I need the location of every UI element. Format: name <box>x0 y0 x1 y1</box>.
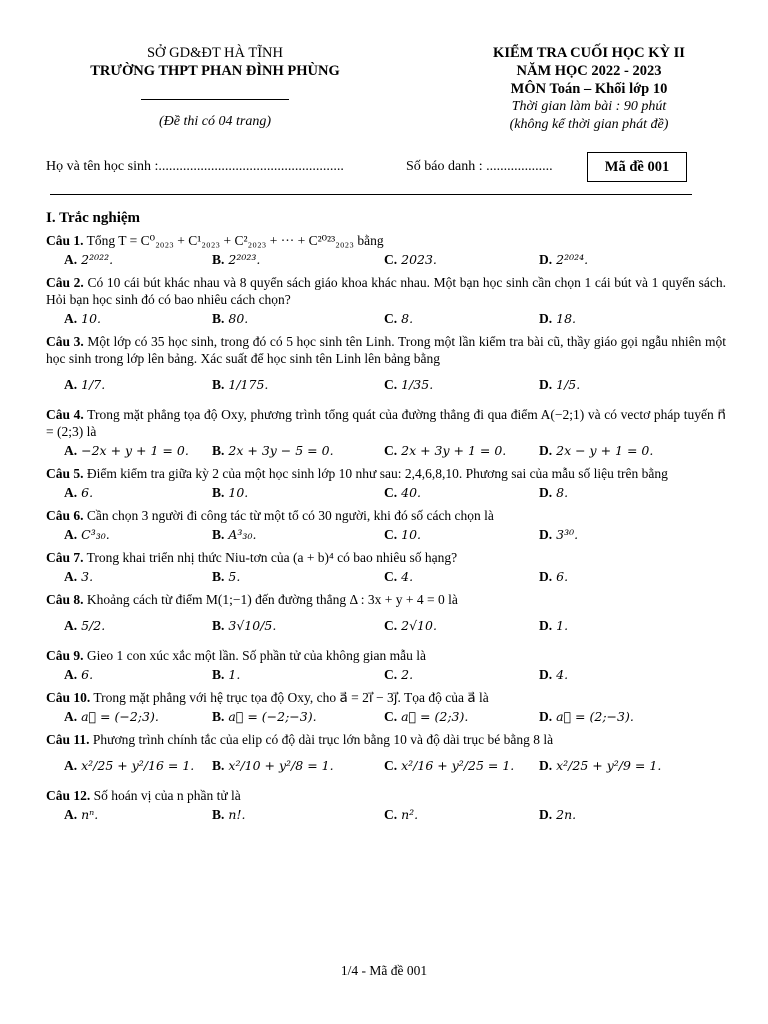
option-letter: A. <box>64 252 78 267</box>
question-label: Câu 9. <box>46 648 84 663</box>
option-value: 1. <box>556 618 569 633</box>
option-value: 1/5. <box>556 377 581 392</box>
option-a <box>64 252 113 268</box>
question-text: Một lớp có 35 học sinh, trong đó có 5 học sinh tên Linh. Trong một lần kiểm tra bài cũ, thầy giáo gọi ngẫu nhiên một học sinh trong lớp lên bảng. Xác suất để học sinh tên Linh lên bảng bằng <box>46 334 726 366</box>
option-a <box>64 618 105 634</box>
option-letter: C. <box>384 485 398 500</box>
question-label: Câu 6. <box>46 508 84 523</box>
option-d <box>539 758 661 774</box>
option-letter: C. <box>384 667 398 682</box>
question-5 <box>46 465 726 482</box>
option-c <box>384 443 506 459</box>
option-value: C³₃₀. <box>81 527 110 542</box>
option-letter: D. <box>539 311 553 326</box>
option-value: 18. <box>556 311 577 326</box>
option-letter: D. <box>539 709 553 724</box>
question-text: Tổng T = C⁰₂₀₂₃ + C¹₂₀₂₃ + C²₂₀₂₃ + ··· + C²⁰²³₂₀₂₃ bằng <box>86 233 384 248</box>
question-text: Có 10 cái bút khác nhau và 8 quyển sách giáo khoa khác nhau. Một bạn học sinh cần chọn 1 cái bút và 1 quyển sách. Hỏi bạn học sinh đó có bao nhiêu cách chọn? <box>46 275 727 307</box>
answer-options <box>46 664 726 686</box>
exam-code-box: Mã đề 001 <box>587 152 687 182</box>
option-value: 1/175. <box>228 377 269 392</box>
option-value: n!. <box>228 807 246 822</box>
option-d <box>539 807 576 823</box>
option-value: −2x + y + 1 = 0. <box>81 443 189 458</box>
option-a <box>64 807 98 823</box>
option-value: 3√10/5. <box>228 618 277 633</box>
question-3 <box>46 333 726 367</box>
question-text: Khoảng cách từ điểm M(1;−1) đến đường thẳng Δ : 3x + y + 4 = 0 là <box>86 592 458 607</box>
question-1 <box>46 232 726 249</box>
answer-options <box>46 308 726 330</box>
option-letter: D. <box>539 569 553 584</box>
option-letter: C. <box>384 709 398 724</box>
option-value: 6. <box>556 569 569 584</box>
option-value: x²/10 + y²/8 = 1. <box>228 758 334 773</box>
option-value: x²/25 + y²/9 = 1. <box>556 758 662 773</box>
question-12 <box>46 787 726 804</box>
question-6 <box>46 507 726 524</box>
option-b <box>212 667 240 683</box>
option-c <box>384 807 418 823</box>
option-value: 3³⁰. <box>556 527 579 542</box>
option-letter: A. <box>64 569 78 584</box>
option-d <box>539 252 588 268</box>
option-d <box>539 667 568 683</box>
option-letter: D. <box>539 485 553 500</box>
option-letter: C. <box>384 252 398 267</box>
option-letter: C. <box>384 311 398 326</box>
option-letter: D. <box>539 807 553 822</box>
option-value: a⃗ = (−2;3). <box>81 709 159 724</box>
option-letter: B. <box>212 618 225 633</box>
option-a <box>64 443 189 459</box>
option-value: a⃗ = (2;−3). <box>556 709 634 724</box>
option-a <box>64 527 110 543</box>
divider <box>141 99 289 100</box>
department-name: SỞ GD&ĐT HÀ TĨNH <box>146 45 283 61</box>
option-a <box>64 485 93 501</box>
option-value: 2²⁰²⁴. <box>556 252 589 267</box>
option-b <box>212 443 334 459</box>
option-value: 2x + 3y − 5 = 0. <box>228 443 334 458</box>
separator-line <box>50 194 692 195</box>
question-11 <box>46 731 726 748</box>
option-letter: D. <box>539 618 553 633</box>
option-value: 2²⁰²³. <box>228 252 261 267</box>
question-text: Trong mặt phẳng tọa độ Oxy, phương trình tổng quát của đường thẳng đi qua điểm A(−2;1) và có vectơ pháp tuyến n⃗ = (2;3) là <box>46 407 726 439</box>
question-4 <box>46 406 726 440</box>
answer-options <box>46 367 726 403</box>
question-text: Cần chọn 3 người đi công tác từ một tổ có 30 người, khi đó số cách chọn là <box>86 508 494 523</box>
option-a <box>64 709 159 725</box>
option-value: 80. <box>228 311 249 326</box>
option-value: 6. <box>81 667 94 682</box>
option-b <box>212 618 276 634</box>
option-value: 6. <box>81 485 94 500</box>
question-label: Câu 2. <box>46 275 84 290</box>
exam-header <box>0 44 768 140</box>
option-c <box>384 527 421 543</box>
option-letter: A. <box>64 485 78 500</box>
option-letter: A. <box>64 443 78 458</box>
option-b <box>212 485 248 501</box>
option-a <box>64 569 93 585</box>
option-a <box>64 311 101 327</box>
option-b <box>212 527 256 543</box>
question-label: Câu 8. <box>46 592 84 607</box>
option-d <box>539 443 653 459</box>
option-value: A³₃₀. <box>228 527 257 542</box>
page-count-note: (Đề thi có 04 trang) <box>159 114 271 129</box>
duration: Thời gian làm bài : 90 phút <box>511 99 667 114</box>
school-block <box>40 44 390 131</box>
option-a <box>64 667 93 683</box>
answer-options <box>46 608 726 644</box>
question-text: Trong khai triển nhị thức Niu-tơn của (a + b)⁴ có bao nhiêu số hạng? <box>86 550 458 565</box>
option-letter: D. <box>539 252 553 267</box>
question-label: Câu 4. <box>46 407 84 422</box>
answer-options <box>46 706 726 728</box>
option-b <box>212 377 268 393</box>
question-2 <box>46 274 726 308</box>
option-letter: B. <box>212 485 225 500</box>
option-letter: C. <box>384 527 398 542</box>
question-text: Trong mặt phẳng với hệ trục tọa độ Oxy, cho a⃗ = 2i⃗ − 3j⃗. Tọa độ của a⃗ là <box>93 690 489 705</box>
question-list <box>46 208 726 826</box>
option-value: 2n. <box>556 807 577 822</box>
option-letter: A. <box>64 618 78 633</box>
question-7 <box>46 549 726 566</box>
option-letter: A. <box>64 709 78 724</box>
question-text: Phương trình chính tắc của elip có độ dài trục lớn bằng 10 và độ dài trục bé bằng 8 là <box>92 732 554 747</box>
option-letter: B. <box>212 443 225 458</box>
student-name-field: Họ và tên học sinh :..................................................... <box>46 159 344 174</box>
question-label: Câu 12. <box>46 788 91 803</box>
option-letter: B. <box>212 311 225 326</box>
answer-options <box>46 440 726 462</box>
question-9 <box>46 647 726 664</box>
option-letter: A. <box>64 527 78 542</box>
section-title: I. Trắc nghiệm <box>46 210 141 226</box>
option-letter: A. <box>64 377 78 392</box>
option-value: a⃗ = (−2;−3). <box>228 709 317 724</box>
option-value: 40. <box>401 485 422 500</box>
option-c <box>384 569 413 585</box>
subject-line: MÔN Toán – Khối lớp 10 <box>510 81 668 97</box>
question-text: Gieo 1 con xúc xắc một lần. Số phần tử của không gian mẫu là <box>86 648 426 663</box>
option-value: 2√10. <box>401 618 437 633</box>
option-value: 2²⁰²². <box>81 252 114 267</box>
exam-title: KIỂM TRA CUỐI HỌC KỲ II <box>493 45 685 61</box>
option-letter: D. <box>539 527 553 542</box>
option-value: 4. <box>401 569 414 584</box>
option-value: nⁿ. <box>81 807 99 822</box>
option-c <box>384 667 413 683</box>
option-value: 8. <box>401 311 414 326</box>
question-text: Số hoán vị của n phần tử là <box>93 788 241 803</box>
option-c <box>384 311 413 327</box>
option-value: 10. <box>401 527 422 542</box>
option-letter: C. <box>384 807 398 822</box>
question-label: Câu 11. <box>46 732 90 747</box>
answer-options <box>46 804 726 826</box>
option-d <box>539 485 568 501</box>
option-value: 5/2. <box>81 618 106 633</box>
option-value: 4. <box>556 667 569 682</box>
option-a <box>64 758 194 774</box>
option-d <box>539 569 568 585</box>
question-label: Câu 5. <box>46 466 84 481</box>
option-value: 2. <box>401 667 414 682</box>
option-value: 2x − y + 1 = 0. <box>556 443 654 458</box>
student-id-field: Số báo danh : ................... <box>406 159 553 174</box>
option-d <box>539 527 578 543</box>
option-letter: B. <box>212 758 225 773</box>
option-letter: C. <box>384 569 398 584</box>
option-letter: D. <box>539 758 553 773</box>
option-b <box>212 758 334 774</box>
answer-options <box>46 482 726 504</box>
answer-options <box>46 249 726 271</box>
option-letter: A. <box>64 758 78 773</box>
option-letter: C. <box>384 758 398 773</box>
option-letter: B. <box>212 709 225 724</box>
option-letter: D. <box>539 377 553 392</box>
option-c <box>384 252 437 268</box>
option-letter: A. <box>64 667 78 682</box>
option-value: 2x + 3y + 1 = 0. <box>401 443 507 458</box>
option-letter: C. <box>384 443 398 458</box>
option-value: n². <box>401 807 419 822</box>
question-label: Câu 10. <box>46 690 91 705</box>
option-value: 1/35. <box>401 377 434 392</box>
option-c <box>384 618 437 634</box>
option-b <box>212 311 248 327</box>
option-b <box>212 807 245 823</box>
option-letter: B. <box>212 252 225 267</box>
option-value: 8. <box>556 485 569 500</box>
option-value: 3. <box>81 569 94 584</box>
option-letter: D. <box>539 667 553 682</box>
school-name: TRƯỜNG THPT PHAN ĐÌNH PHÙNG <box>90 63 340 79</box>
option-value: x²/25 + y²/16 = 1. <box>81 758 195 773</box>
option-value: 2023. <box>401 252 437 267</box>
option-c <box>384 709 468 725</box>
option-a <box>64 377 105 393</box>
option-value: 1/7. <box>81 377 106 392</box>
question-label: Câu 7. <box>46 550 84 565</box>
option-value: x²/16 + y²/25 = 1. <box>401 758 515 773</box>
option-letter: C. <box>384 377 398 392</box>
school-year: NĂM HỌC 2022 - 2023 <box>516 63 662 79</box>
questions-container <box>46 232 726 826</box>
question-10 <box>46 689 726 706</box>
option-c <box>384 485 421 501</box>
option-b <box>212 252 260 268</box>
option-d <box>539 377 580 393</box>
duration-note: (không kể thời gian phát đề) <box>509 117 669 132</box>
option-value: a⃗ = (2;3). <box>401 709 469 724</box>
option-c <box>384 758 514 774</box>
option-letter: B. <box>212 527 225 542</box>
option-letter: B. <box>212 807 225 822</box>
page-footer: 1/4 - Mã đề 001 <box>340 963 428 978</box>
option-value: 10. <box>81 311 102 326</box>
option-letter: A. <box>64 311 78 326</box>
option-b <box>212 569 240 585</box>
option-b <box>212 709 317 725</box>
option-letter: A. <box>64 807 78 822</box>
option-letter: B. <box>212 569 225 584</box>
option-d <box>539 311 576 327</box>
option-c <box>384 377 433 393</box>
option-value: 10. <box>228 485 249 500</box>
question-text: Điểm kiểm tra giữa kỳ 2 của một học sinh lớp 10 như sau: 2,4,6,8,10. Phương sai của mẫu số liệu trên bằng <box>86 466 668 481</box>
option-letter: C. <box>384 618 398 633</box>
answer-options <box>46 566 726 588</box>
option-value: 1. <box>228 667 241 682</box>
option-letter: B. <box>212 667 225 682</box>
answer-options <box>46 524 726 546</box>
question-label: Câu 3. <box>46 334 84 349</box>
option-letter: D. <box>539 443 553 458</box>
exam-info-block <box>455 44 723 134</box>
answer-options <box>46 748 726 784</box>
question-8 <box>46 591 726 608</box>
option-letter: B. <box>212 377 225 392</box>
option-d <box>539 709 634 725</box>
question-label: Câu 1. <box>46 233 84 248</box>
student-info <box>46 152 696 186</box>
option-d <box>539 618 568 634</box>
option-value: 5. <box>228 569 241 584</box>
